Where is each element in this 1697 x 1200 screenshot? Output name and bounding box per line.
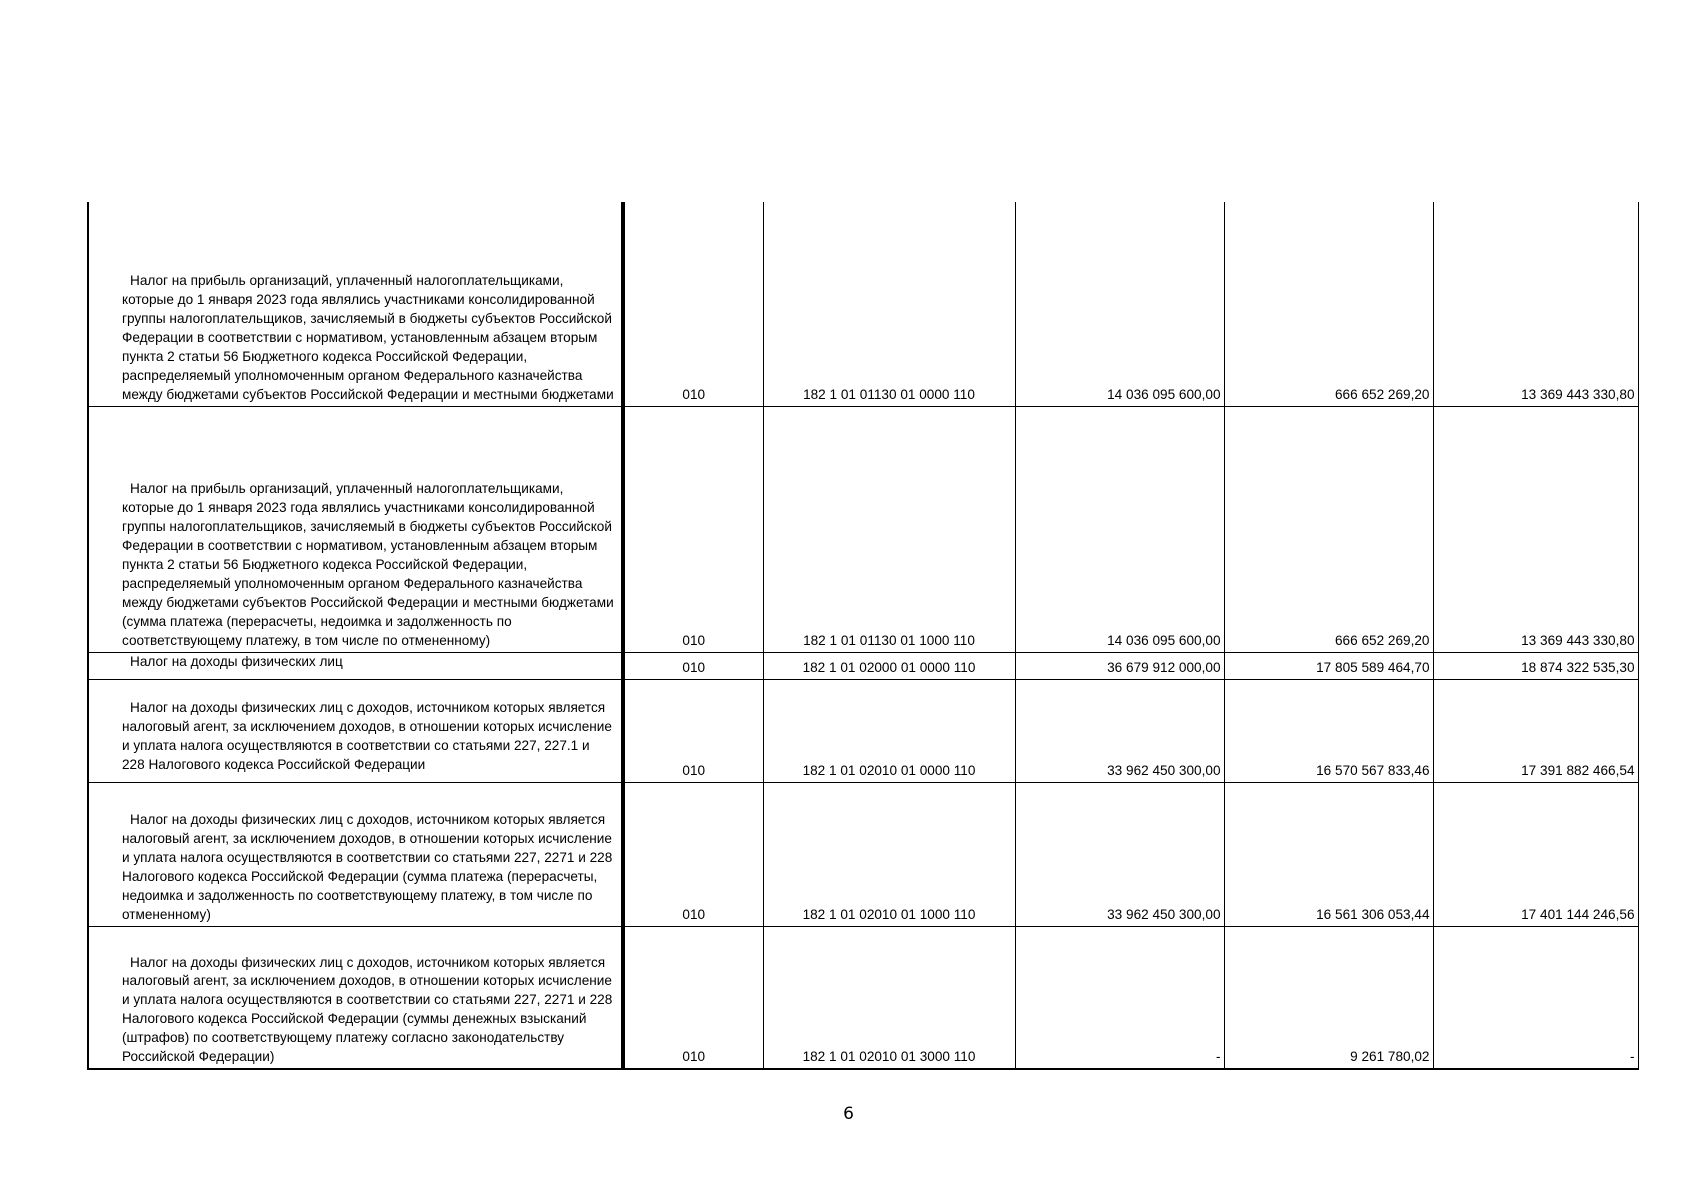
row-name	[88, 926, 623, 1069]
row-executed: 9 261 780,02	[1224, 926, 1433, 1069]
row-approved: 33 962 450 300,00	[1015, 679, 1224, 782]
row-executed: 17 805 589 464,70	[1224, 652, 1433, 679]
table-row	[88, 679, 1638, 782]
revenue-table	[87, 202, 1639, 1070]
row-approved: 14 036 095 600,00	[1015, 406, 1224, 652]
row-name-text: Налог на доходы физических лиц	[130, 653, 343, 669]
row-approved: 33 962 450 300,00	[1015, 782, 1224, 926]
row-budget-code: 182 1 01 02000 01 0000 110	[763, 652, 1015, 679]
row-approved: -	[1015, 926, 1224, 1069]
row-name-text: Налог на доходы физических лиц с доходов, источником которых является налоговый агент, за исключением доходов, в отношении которых исчисление и уплата налога осуществляются в соответствии со статьями 227, 227.1 и 228 Налогового кодекса Российской Федерации	[122, 699, 612, 772]
table-row	[88, 406, 1638, 652]
row-line-code: 010	[623, 679, 763, 782]
row-budget-code: 182 1 01 01130 01 0000 110	[763, 202, 1015, 406]
page-number: 6	[843, 1104, 854, 1124]
row-line-code: 010	[623, 202, 763, 406]
row-unexecuted: 17 391 882 466,54	[1433, 679, 1638, 782]
row-executed: 666 652 269,20	[1224, 202, 1433, 406]
row-name-text: Налог на прибыль организаций, уплаченный налогоплательщиками, которые до 1 января 2023 года являлись участниками консолидированной группы налогоплательщиков, зачисляемый в бюджеты субъектов Российской Федерации в соответствии с нормативом, установленным абзацем вторым пункта 2 статьи 56 Бюджетного кодекса Российской Федерации, распределяемый уполномоченным органом Федерального казначейства между бюджетами субъектов Российской Федерации и местными бюджетами	[122, 273, 614, 402]
row-approved: 14 036 095 600,00	[1015, 202, 1224, 406]
row-unexecuted: 18 874 322 535,30	[1433, 652, 1638, 679]
row-name	[88, 679, 623, 782]
row-executed: 666 652 269,20	[1224, 406, 1433, 652]
table-row	[88, 202, 1638, 406]
row-name	[88, 406, 623, 652]
row-name-text: Налог на доходы физических лиц с доходов, источником которых является налоговый агент, за исключением доходов, в отношении которых исчисление и уплата налога осуществляются в соответствии со статьями 227, 2271 и 228 Налогового кодекса Российской Федерации (суммы денежных взысканий (штрафов) по соответствующему платежу согласно законодательству Российской Федерации)	[122, 954, 613, 1065]
row-name	[88, 202, 623, 406]
row-approved: 36 679 912 000,00	[1015, 652, 1224, 679]
row-unexecuted: -	[1433, 926, 1638, 1069]
table-row	[88, 926, 1638, 1069]
row-budget-code: 182 1 01 02010 01 1000 110	[763, 782, 1015, 926]
table-row	[88, 652, 1638, 679]
row-executed: 16 570 567 833,46	[1224, 679, 1433, 782]
row-unexecuted: 17 401 144 246,56	[1433, 782, 1638, 926]
row-budget-code: 182 1 01 02010 01 3000 110	[763, 926, 1015, 1069]
report-sheet	[87, 202, 1637, 1070]
row-name-text: Налог на прибыль организаций, уплаченный налогоплательщиками, которые до 1 января 2023 года являлись участниками консолидированной группы налогоплательщиков, зачисляемый в бюджеты субъектов Российской Федерации в соответствии с нормативом, установленным абзацем вторым пункта 2 статьи 56 Бюджетного кодекса Российской Федерации, распределяемый уполномоченным органом Федерального казначейства между бюджетами субъектов Российской Федерации и местными бюджетами (сумма платежа (перерасчеты, недоимка и задолженность по соответствующему платежу, в том числе по отмененному)	[122, 481, 614, 648]
row-unexecuted: 13 369 443 330,80	[1433, 202, 1638, 406]
table-row	[88, 782, 1638, 926]
row-line-code: 010	[623, 652, 763, 679]
row-line-code: 010	[623, 926, 763, 1069]
row-line-code: 010	[623, 406, 763, 652]
row-name-text: Налог на доходы физических лиц с доходов, источником которых является налоговый агент, за исключением доходов, в отношении которых исчисление и уплата налога осуществляются в соответствии со статьями 227, 2271 и 228 Налогового кодекса Российской Федерации (сумма платежа (перерасчеты, недоимка и задолженность по соответствующему платежу, в том числе по отмененному)	[122, 812, 613, 922]
row-name	[88, 652, 623, 679]
row-budget-code: 182 1 01 01130 01 1000 110	[763, 406, 1015, 652]
row-budget-code: 182 1 01 02010 01 0000 110	[763, 679, 1015, 782]
row-unexecuted: 13 369 443 330,80	[1433, 406, 1638, 652]
row-executed: 16 561 306 053,44	[1224, 782, 1433, 926]
row-line-code: 010	[623, 782, 763, 926]
row-name	[88, 782, 623, 926]
